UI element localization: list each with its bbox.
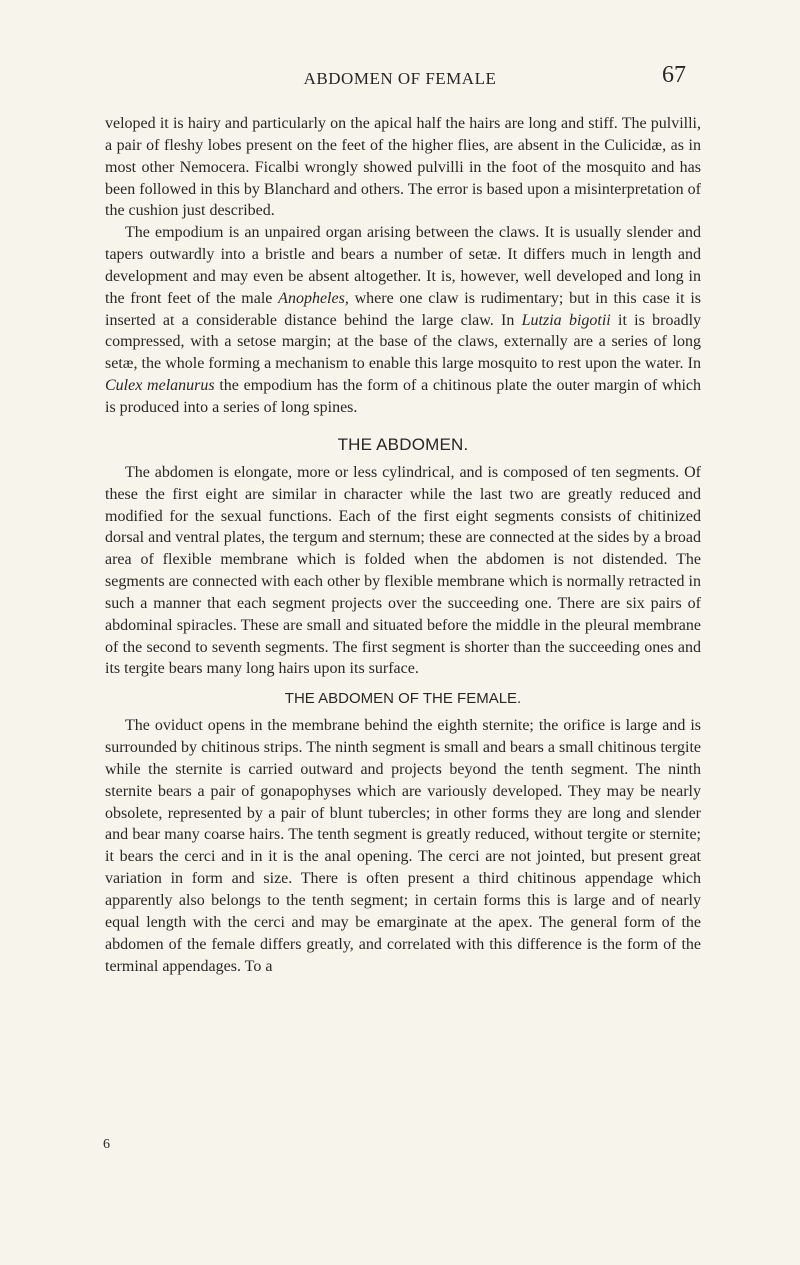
running-head: [0, 62, 800, 90]
taxon-name: Lutzia bigotii: [521, 311, 611, 329]
page-number: 67: [662, 62, 686, 88]
paragraph-abdomen: The abdomen is elongate, more or less cylindrical, and is composed of ten segments. Of these the first eight are similar in character while the last two are greatly reduced and modified for the sexual functions. Each of the first eight segments consists of chitinized dorsal and ventral plates, the tergum and sternum; these are connected at the sides by a broad area of flexible membrane which is folded when the abdomen is not distended. The segments are connected with each other by flexible membrane which is normally retracted in such a manner that each segment projects over the succeeding one. There are six pairs of abdominal spiracles. These are small and situated before the middle in the pleural membrane of the second to seventh segments. The first segment is shorter than the succeeding ones and its tergite bears many long hairs upon its surface.: [105, 463, 701, 678]
running-title: ABDOMEN OF FEMALE: [303, 69, 497, 88]
section-heading-abdomen: THE ABDOMEN.: [337, 434, 469, 454]
paragraph-abdomen-female: The oviduct opens in the membrane behind the eighth sternite; the orifice is large and is surrounded by chitinous strips. The ninth segment is small and bears a small chitinous tergite while the sternite is carried outward and projects beyond the tenth segment. The ninth sternite bears a pair of gonapophyses which are variously developed. They may be nearly obsolete, represented by a pair of blunt tubercles; in other forms they are long and slender and bear many coarse hairs. The tenth segment is greatly reduced, without tergite or sternite; it bears the cerci and in it is the anal opening. The cerci are not jointed, but present great variation in form and size. There is often present a third chitinous appendage which apparently also belongs to the tenth segment; in certain forms this is large and of nearly equal length with the cerci and may be emarginate at the apex. The general form of the abdomen of the female differs greatly, and correlated with this difference is the form of the terminal appendages. To a: [105, 717, 701, 975]
text-run: the empodium has the form of a chitinous plate the outer margin of which is produced into a series of long spines.: [105, 377, 702, 416]
text-run: where one claw is rudimentary; but in this case it is inserted at a considerable distance behind the large claw. In: [105, 289, 702, 329]
paragraph-continued: veloped it is hairy and particularly on the apical half the hairs are long and stiff. The pulvilli, a pair of fleshy lobes present on the feet of the higher flies, are absent in the Culicidæ, as in most other Nemocera. Ficalbi wrongly showed pulvilli in the foot of the mosquito and has been followed in this by Blanchard and others. The error is based upon a misinterpretation of the cushion just described.: [105, 115, 701, 220]
taxon-name: Anopheles,: [278, 289, 349, 307]
signature-mark: 6: [103, 1137, 110, 1152]
text-run: The empodium is an unpaired organ arising between the claws. It is usually slender and tapers outwardly into a bristle and bears a number of setæ. It differs much in length and development and may even be absent altogether. It is, however, well developed and long in the front feet of the male: [105, 224, 701, 307]
text-run: it is broadly compressed, with a setose margin; at the base of the claws, externally are a series of long setæ, the whole forming a mechanism to enable this large mosquito to rest upon the water. In: [105, 311, 702, 373]
section-heading-abdomen-female: THE ABDOMEN OF THE FEMALE.: [284, 690, 522, 708]
taxon-name: Culex melanurus: [105, 377, 215, 395]
paragraph-empodium: [105, 222, 701, 419]
body-text: [105, 113, 701, 977]
